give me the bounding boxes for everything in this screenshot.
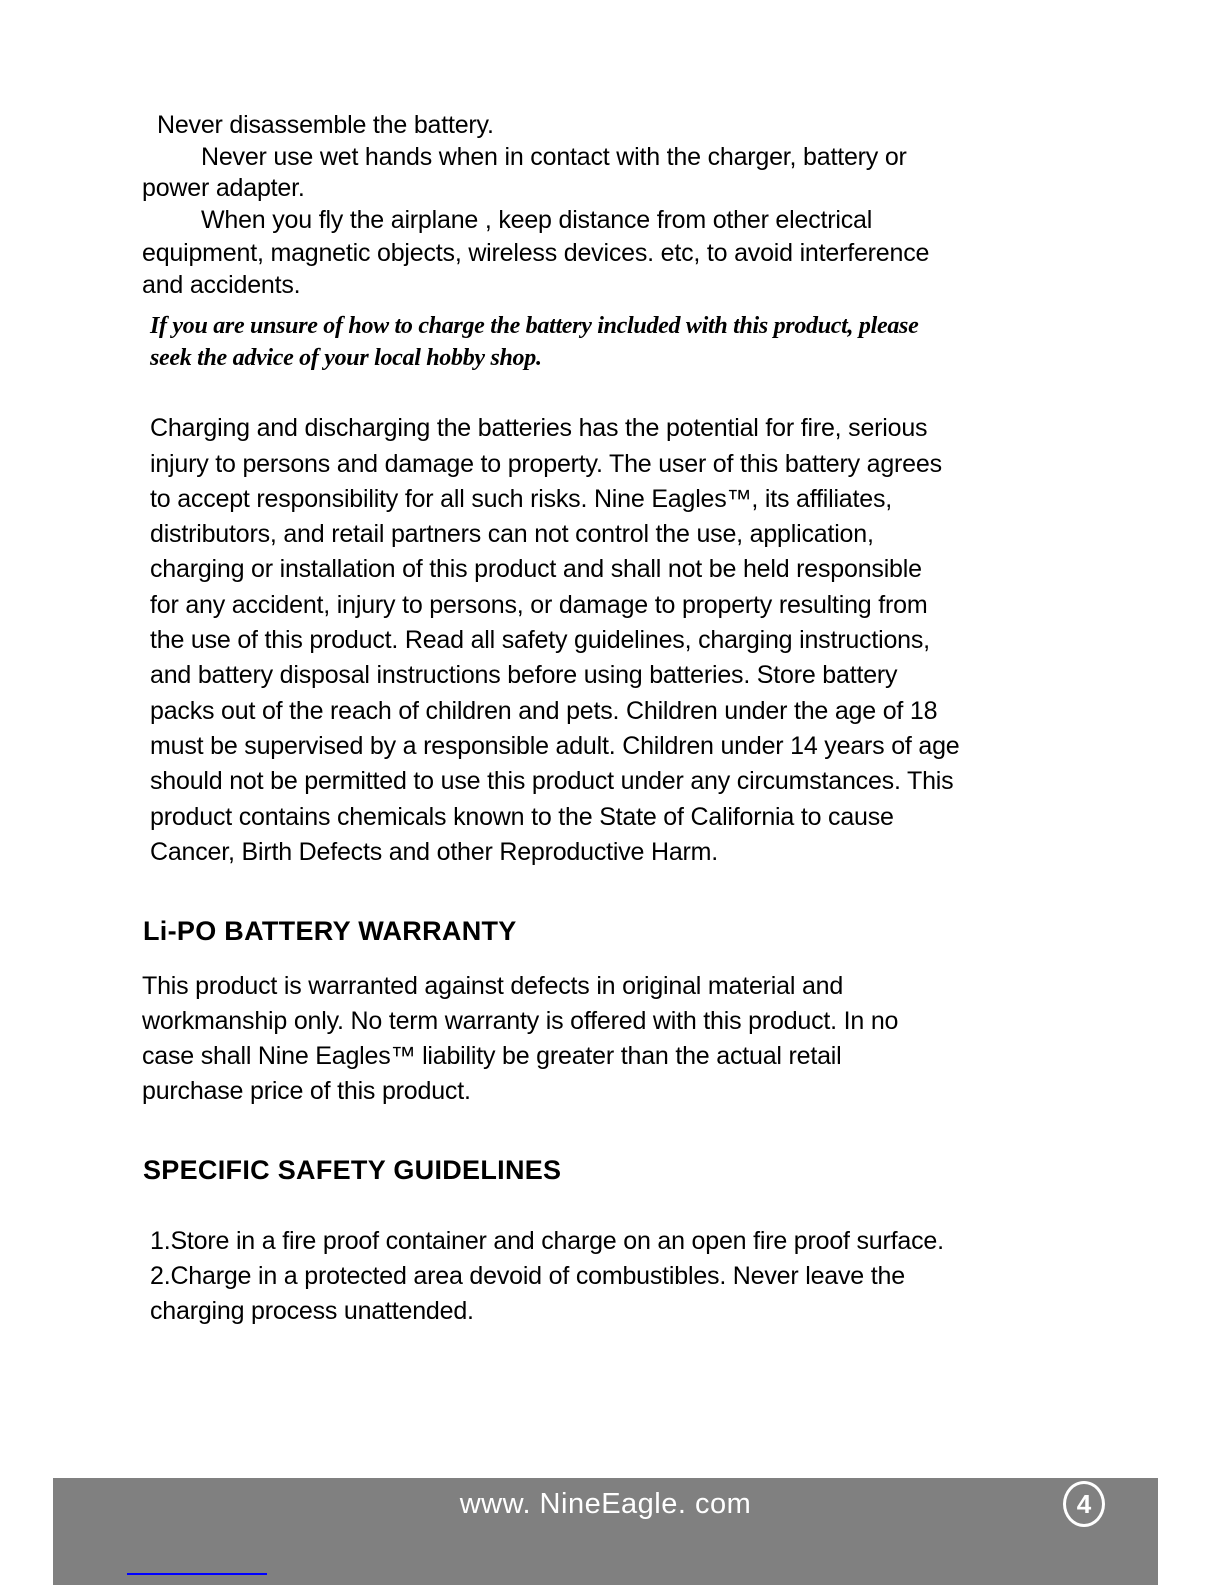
italic-note-line: seek the advice of your local hobby shop. — [150, 345, 542, 371]
intro-line: and accidents. — [142, 271, 301, 299]
disclaimer-line: the use of this product. Read all safety guidelines, charging instructions, — [150, 626, 930, 654]
disclaimer-line: Cancer, Birth Defects and other Reproductive Harm. — [150, 838, 719, 866]
disclaimer-line: packs out of the reach of children and pets. Children under the age of 18 — [150, 697, 938, 725]
warranty-line: purchase price of this product. — [142, 1077, 471, 1105]
website-url[interactable]: www. NineEagle. com — [459, 1488, 752, 1520]
page-number-badge: 4 — [1063, 1481, 1105, 1527]
disclaimer-line: injury to persons and damage to property. The user of this battery agrees — [150, 450, 942, 478]
disclaimer-line: Charging and discharging the batteries has the potential for fire, serious — [150, 414, 928, 442]
intro-line: When you fly the airplane , keep distance from other electrical — [201, 206, 873, 234]
safety-item: 1.Store in a fire proof container and charge on an open fire proof surface. — [150, 1227, 944, 1255]
safety-item: charging process unattended. — [150, 1297, 474, 1325]
disclaimer-line: and battery disposal instructions before using batteries. Store battery — [150, 661, 898, 689]
disclaimer-line: distributors, and retail partners can not control the use, application, — [150, 520, 874, 548]
footer-bar — [53, 1478, 1158, 1585]
disclaimer-line: charging or installation of this product and shall not be held responsible — [150, 555, 922, 583]
safety-heading: SPECIFIC SAFETY GUIDELINES — [143, 1155, 562, 1185]
italic-note-line: If you are unsure of how to charge the battery included with this product, please — [150, 313, 919, 339]
disclaimer-line: to accept responsibility for all such risks. Nine Eagles™, its affiliates, — [150, 485, 892, 513]
warranty-line: case shall Nine Eagles™ liability be greater than the actual retail — [142, 1042, 842, 1070]
intro-line: Never disassemble the battery. — [157, 111, 494, 139]
disclaimer-line: for any accident, injury to persons, or damage to property resulting from — [150, 591, 928, 619]
disclaimer-line: must be supervised by a responsible adult. Children under 14 years of age — [150, 732, 960, 760]
intro-line: Never use wet hands when in contact with the charger, battery or — [201, 143, 907, 171]
link-underline — [127, 1573, 267, 1575]
disclaimer-line: product contains chemicals known to the State of California to cause — [150, 803, 894, 831]
disclaimer-line: should not be permitted to use this product under any circumstances. This — [150, 767, 954, 795]
warranty-heading: Li-PO BATTERY WARRANTY — [143, 916, 517, 946]
warranty-line: This product is warranted against defects in original material and — [142, 972, 844, 1000]
intro-line: power adapter. — [142, 174, 305, 202]
intro-line: equipment, magnetic objects, wireless devices. etc, to avoid interference — [142, 239, 930, 267]
warranty-line: workmanship only. No term warranty is offered with this product. In no — [142, 1007, 899, 1035]
safety-item: 2.Charge in a protected area devoid of combustibles. Never leave the — [150, 1262, 905, 1290]
